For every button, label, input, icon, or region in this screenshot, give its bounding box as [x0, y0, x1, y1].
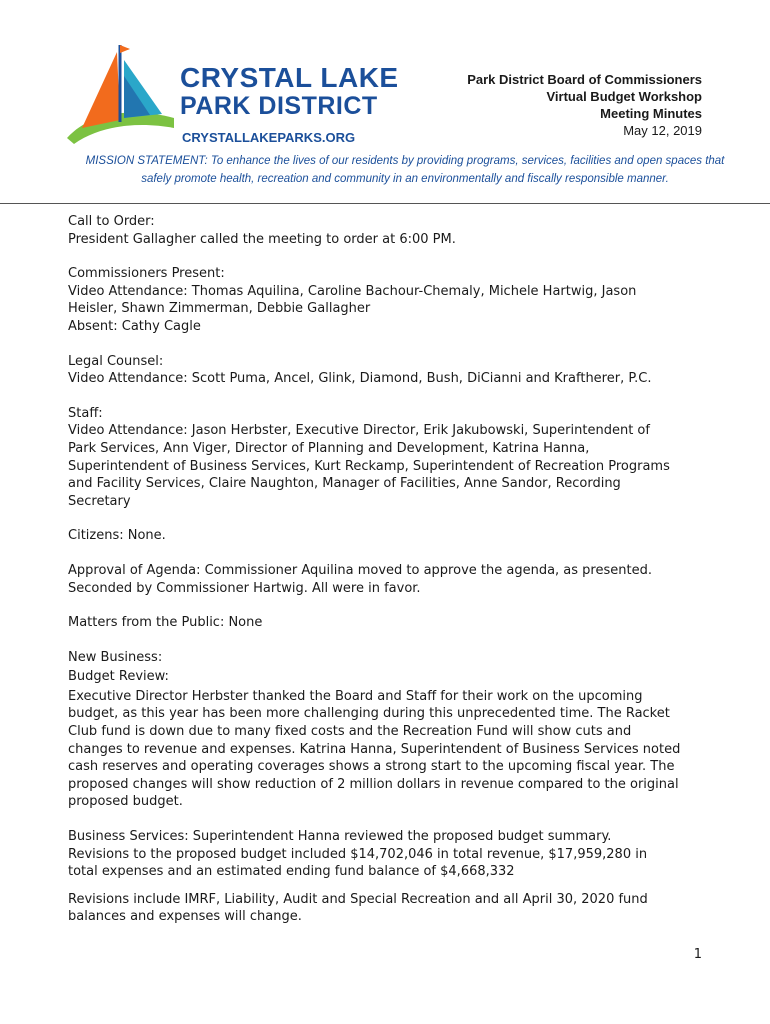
staff-section [68, 405, 708, 511]
logo-url: CRYSTALLAKEPARKS.ORG [182, 130, 356, 145]
staff-line-2: Park Services, Ann Viger, Director of Planning and Development, Katrina Hanna, [68, 440, 590, 456]
new-business-heading: New Business: [68, 649, 163, 665]
exec-line-6: proposed changes will show reduction of 2 million dollars in revenue compared to the original [68, 776, 679, 792]
header-date: May 12, 2019 [623, 123, 702, 138]
mission-statement [60, 152, 750, 188]
header-board-title: Park District Board of Commissioners [467, 72, 702, 87]
header-divider [0, 203, 770, 204]
staff-heading: Staff: [68, 405, 103, 421]
staff-line-4: and Facility Services, Claire Naughton, Manager of Facilities, Anne Sandor, Recording [68, 476, 621, 492]
call-to-order-heading: Call to Order: [68, 214, 155, 229]
exec-line-3: Club fund is down due to many fixed costs and the Recreation Fund will show cuts and [68, 724, 632, 740]
public-matters-section [68, 614, 708, 632]
legal-counsel-section [68, 353, 708, 388]
commissioners-line-2: Heisler, Shawn Zimmerman, Debbie Gallagher [68, 301, 371, 317]
agenda-section [68, 562, 708, 597]
revisions-line-1: Revisions include IMRF, Liability, Audit and Special Recreation and all April 30, 2020 fund [68, 891, 648, 907]
header-minutes-title: Meeting Minutes [600, 106, 702, 121]
business-services-section [68, 828, 708, 881]
exec-line-5: cash reserves and operating coverages shows a strong start to the upcoming fiscal year. The [68, 759, 675, 775]
call-to-order-text: President Gallagher called the meeting to order at 6:00 PM. [68, 231, 456, 247]
business-line-1: Business Services: Superintendent Hanna reviewed the proposed budget summary. [68, 829, 612, 845]
staff-line-3: Superintendent of Business Services, Kurt Reckamp, Superintendent of Recreation Programs [68, 458, 670, 474]
executive-director-section [68, 688, 708, 811]
legal-counsel-heading: Legal Counsel: [68, 353, 164, 369]
district-logo [62, 40, 399, 150]
logo-name-line1: CRYSTAL LAKE [180, 62, 399, 93]
exec-line-7: proposed budget. [68, 794, 183, 810]
business-line-2: Revisions to the proposed budget included $14,702,046 in total revenue, $17,959,280 in [68, 846, 648, 862]
staff-line-1: Video Attendance: Jason Herbster, Executive Director, Erik Jakubowski, Superintendent of [68, 423, 650, 439]
citizens-text: Citizens: None. [68, 528, 166, 544]
exec-line-2: budget, as this year has been more challenging during this unprecedented time. The Racket [68, 706, 670, 722]
call-to-order-section [68, 213, 708, 248]
sailboat-logo-icon [62, 40, 182, 150]
commissioners-heading: Commissioners Present: [68, 266, 225, 282]
commissioners-absent: Absent: Cathy Cagle [68, 318, 201, 334]
budget-review-heading: Budget Review: [68, 669, 169, 685]
revisions-line-2: balances and expenses will change. [68, 909, 302, 925]
exec-line-4: changes to revenue and expenses. Katrina Hanna, Superintendent of Business Services noted [68, 741, 681, 757]
citizens-section [68, 527, 708, 545]
public-matters-text: Matters from the Public: None [68, 615, 263, 631]
logo-name-line2: PARK DISTRICT [180, 92, 378, 120]
staff-line-5: Secretary [68, 493, 131, 509]
commissioners-section [68, 265, 708, 335]
business-line-3: total expenses and an estimated ending fund balance of $4,668,332 [68, 864, 515, 880]
minutes-body [68, 213, 708, 943]
mission-line-1: MISSION STATEMENT: To enhance the lives of our residents by providing programs, services, facilities and open spaces that [85, 155, 725, 167]
page-number: 1 [693, 947, 702, 962]
exec-line-1: Executive Director Herbster thanked the Board and Staff for their work on the upcoming [68, 688, 643, 704]
agenda-line-1: Approval of Agenda: Commissioner Aquilina moved to approve the agenda, as presented. [68, 562, 652, 578]
mission-line-2: safely promote health, recreation and community in an environmentally and fiscally responsible manner. [141, 173, 669, 185]
document-header [467, 71, 702, 139]
commissioners-line-1: Video Attendance: Thomas Aquilina, Caroline Bachour-Chemaly, Michele Hartwig, Jason [68, 283, 637, 299]
legal-counsel-text: Video Attendance: Scott Puma, Ancel, Glink, Diamond, Bush, DiCianni and Kraftherer, P.C. [68, 371, 652, 387]
agenda-line-2: Seconded by Commissioner Hartwig. All were in favor. [68, 580, 421, 596]
header-workshop-title: Virtual Budget Workshop [546, 89, 702, 104]
revisions-section [68, 891, 708, 926]
